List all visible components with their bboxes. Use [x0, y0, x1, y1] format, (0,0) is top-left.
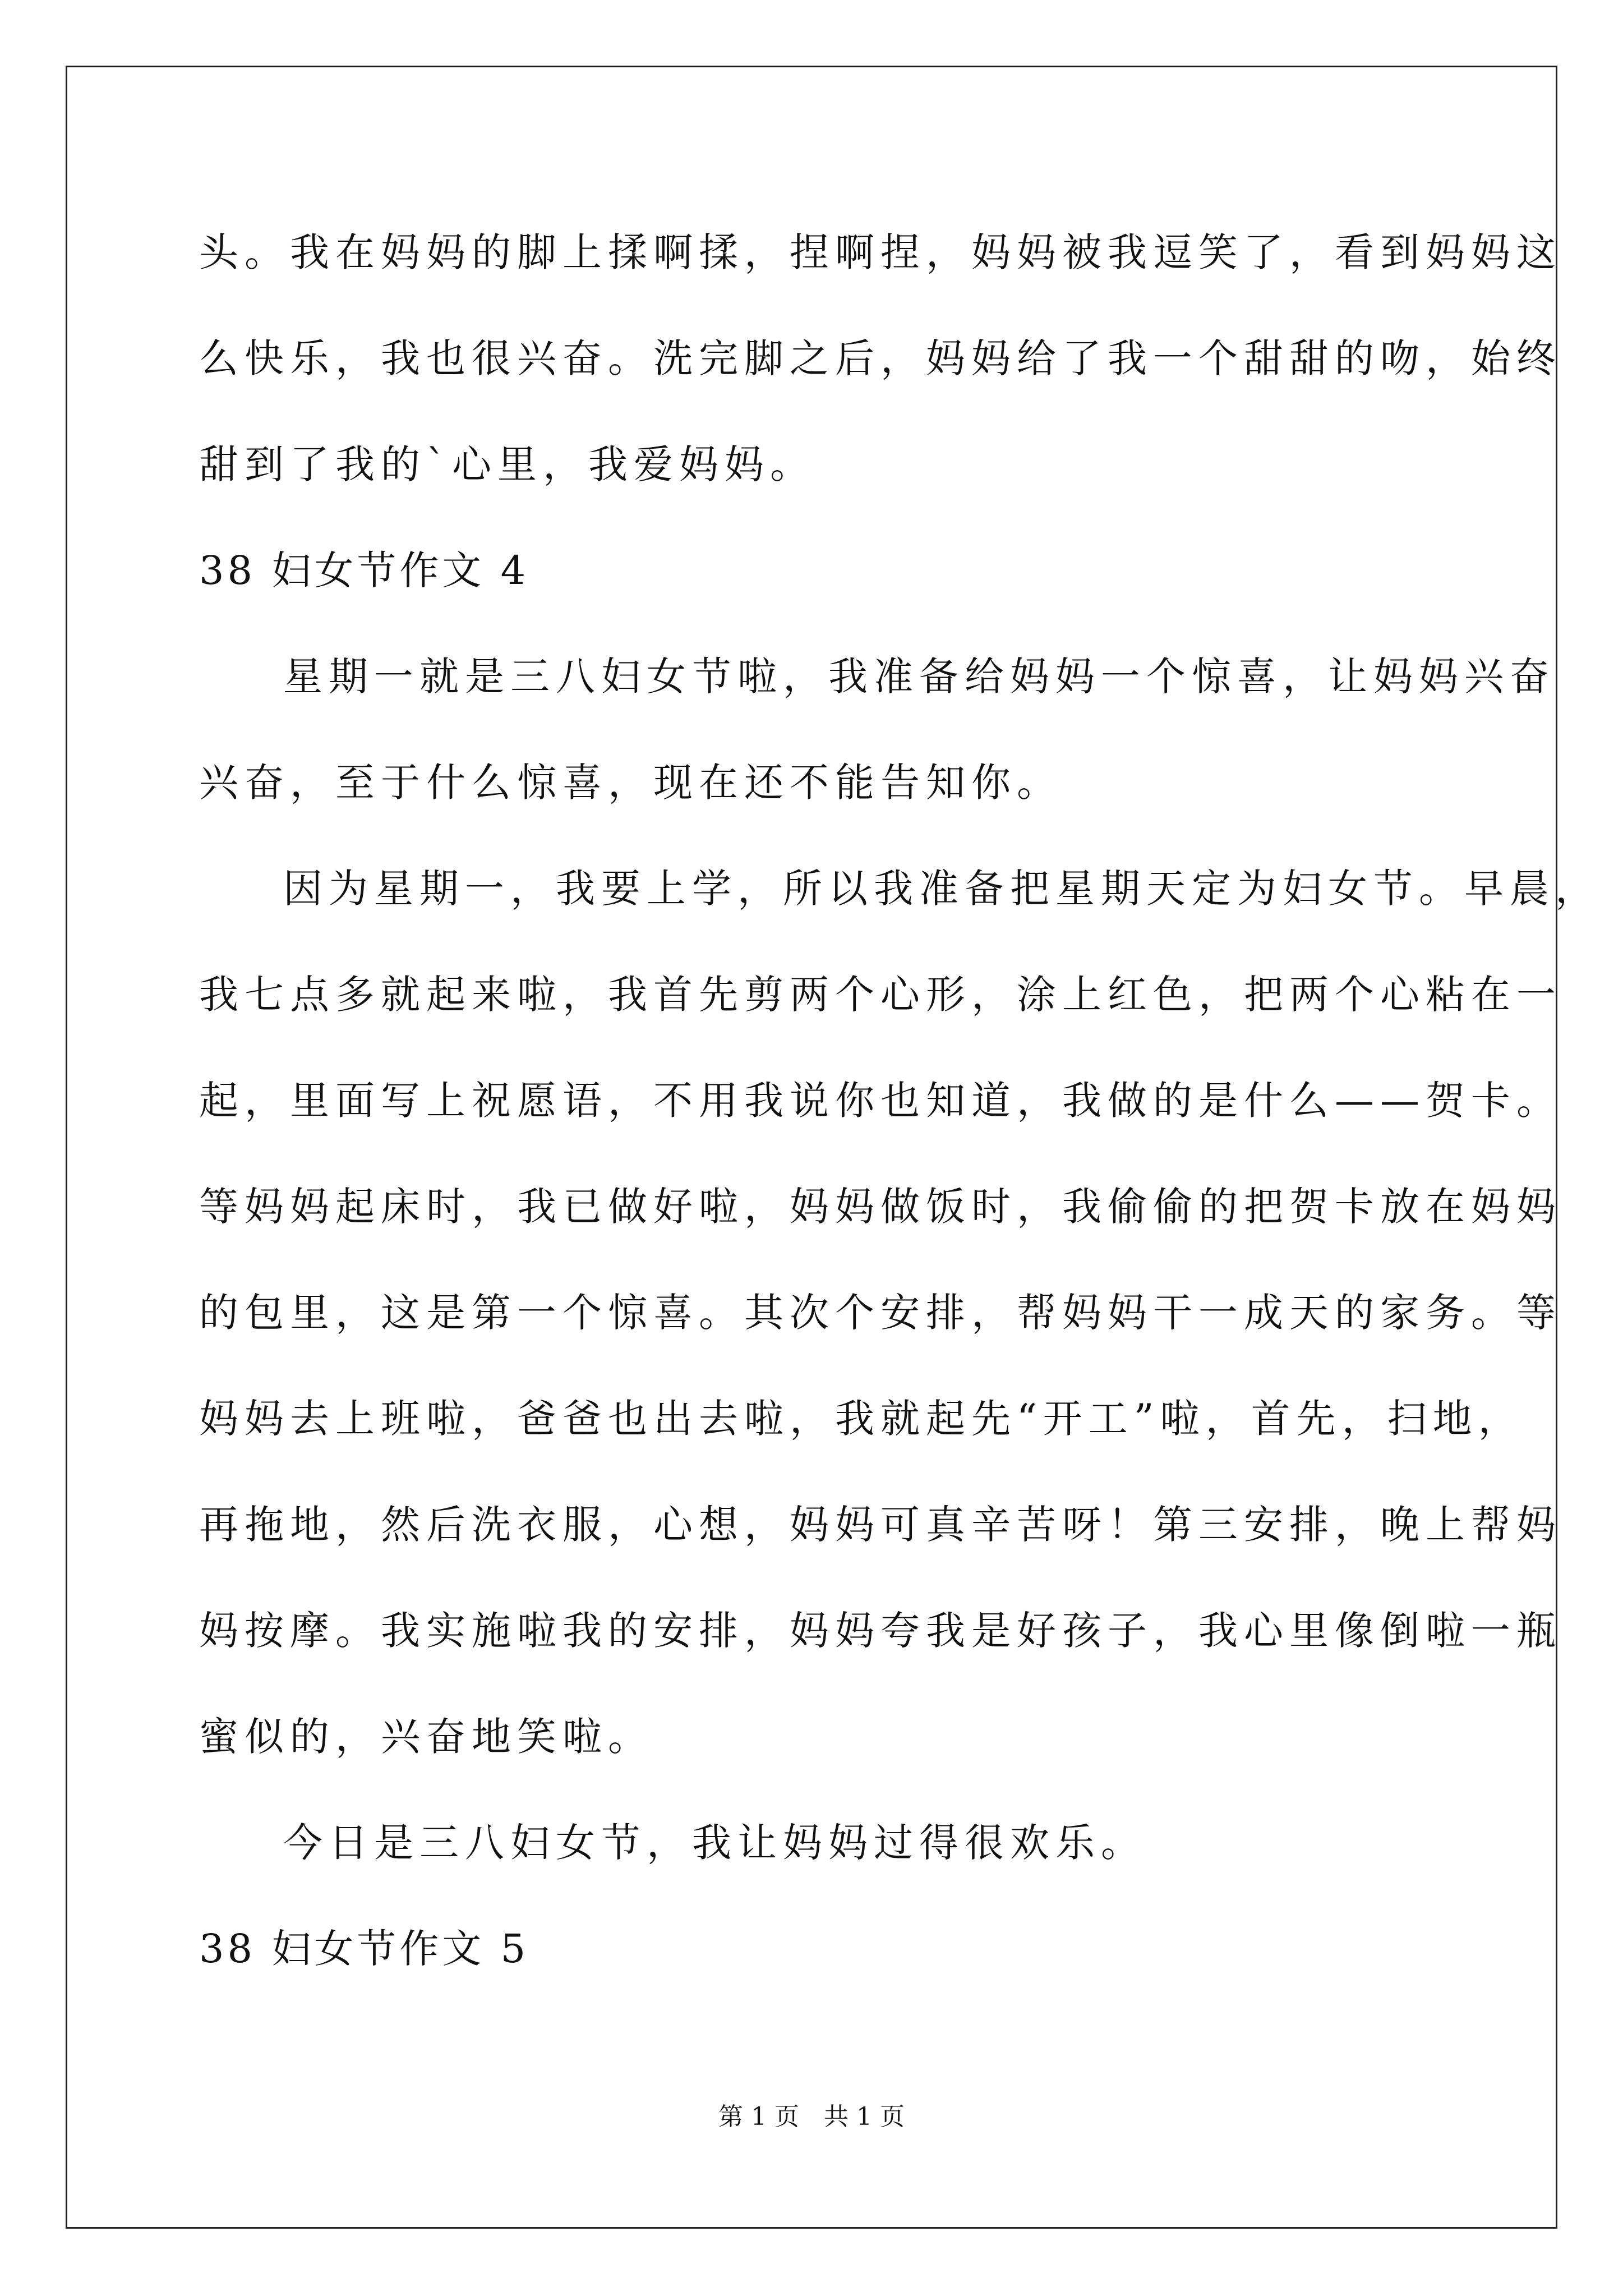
paragraph-line: 起，里面写上祝愿语，不用我说你也知道，我做的是什么——贺卡。	[199, 1078, 1562, 1124]
paragraph-line: 妈按摩。我实施啦我的安排，妈妈夸我是好孩子，我心里像倒啦一瓶	[199, 1608, 1562, 1654]
paragraph-line: 今日是三八妇女节，我让妈妈过得很欢乐。	[283, 1820, 1146, 1866]
paragraph-line: 等妈妈起床时，我已做好啦，妈妈做饭时，我偷偷的把贺卡放在妈妈	[199, 1184, 1562, 1230]
section-heading: 38 妇女节作文 4	[199, 547, 529, 593]
paragraph-line: 星期一就是三八妇女节啦，我准备给妈妈一个惊喜，让妈妈兴奋	[283, 654, 1555, 700]
paragraph-line: 我七点多就起来啦，我首先剪两个心形，涂上红色，把两个心粘在一	[199, 972, 1562, 1018]
paragraph-line: 蜜似的，兴奋地笑啦。	[199, 1714, 653, 1760]
paragraph-line: 因为星期一，我要上学，所以我准备把星期天定为妇女节。早晨，	[283, 866, 1601, 912]
paragraph-line: 的包里，这是第一个惊喜。其次个安排，帮妈妈干一成天的家务。等	[199, 1290, 1562, 1336]
paragraph-line: 再拖地，然后洗衣服，心想，妈妈可真辛苦呀！第三安排，晚上帮妈	[199, 1502, 1562, 1548]
paragraph-line: 甜到了我的`心里，我爱妈妈。	[199, 441, 815, 487]
section-heading: 38 妇女节作文 5	[199, 1926, 529, 1972]
paragraph-line: 妈妈去上班啦，爸爸也出去啦，我就起先“开工”啦，首先，扫地，	[199, 1396, 1524, 1442]
paragraph-line: 兴奋，至于什么惊喜，现在还不能告知你。	[199, 760, 1062, 806]
paragraph-line: 么快乐，我也很兴奋。洗完脚之后，妈妈给了我一个甜甜的吻，始终	[199, 335, 1562, 381]
page-border	[66, 66, 1557, 2229]
page-footer: 第 1 页 共 1 页	[718, 2102, 905, 2131]
paragraph-line: 头。我在妈妈的脚上揉啊揉，捏啊捏，妈妈被我逗笑了，看到妈妈这	[199, 229, 1562, 275]
